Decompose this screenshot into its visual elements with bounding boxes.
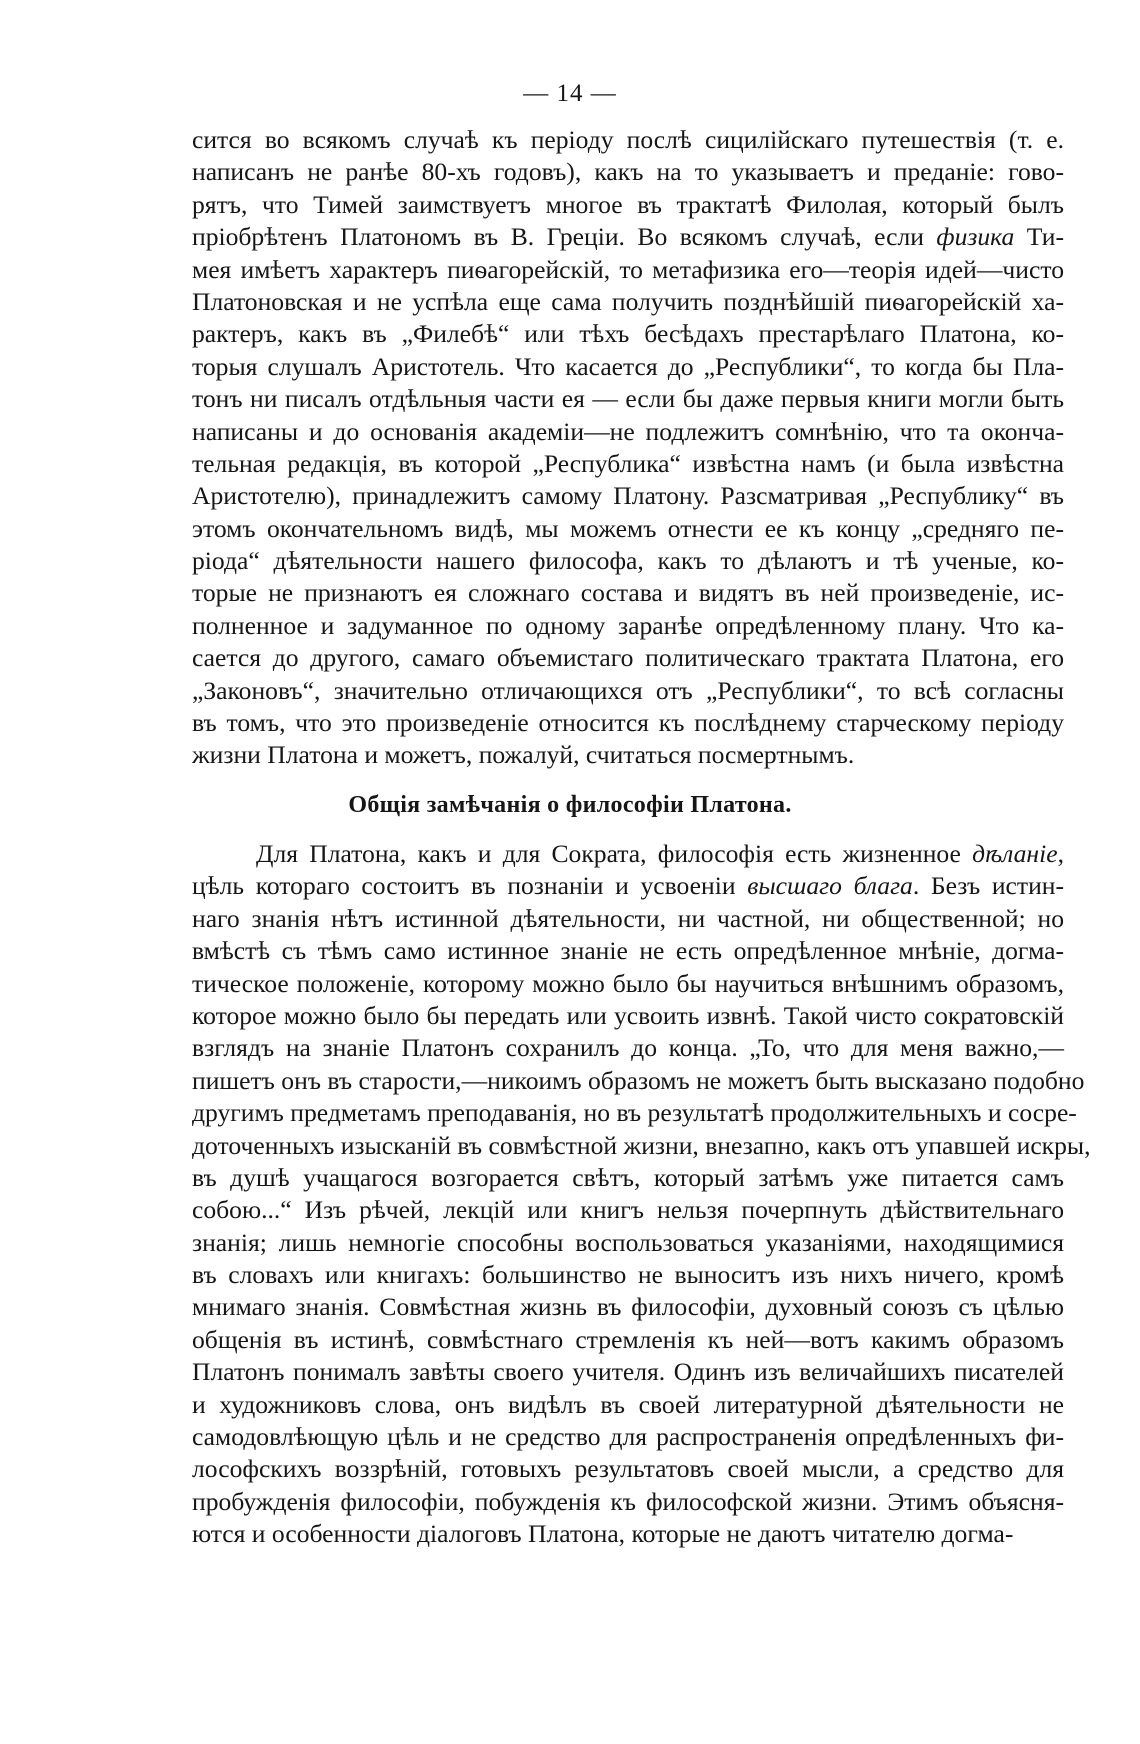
text-line: жизни Платона и можетъ, пожалуй, считаться посмертнымъ. bbox=[192, 740, 855, 770]
text-line: торые не признаютъ ея сложнаго состава и видятъ въ ней произведеніе, ис- bbox=[192, 578, 1064, 608]
text-line: Платоновская и не успѣла еще сама получить позднѣйшій пиѳагорейскій ха- bbox=[192, 286, 1064, 316]
page-number: — 14 — bbox=[523, 80, 617, 107]
text-line: тонъ ни писалъ отдѣльныя части ея — если бы даже первыя книги могли быть bbox=[192, 384, 1064, 414]
text-line: въ душѣ учащагося возгорается свѣтъ, который затѣмъ уже питается самъ bbox=[192, 1162, 1064, 1192]
text-line: ріода“ дѣятельности нашего философа, какъ то дѣлаютъ и тѣ ученые, ко- bbox=[192, 546, 1064, 576]
text-line: и художниковъ слова, онъ видѣлъ въ своей литературной дѣятельности не bbox=[192, 1389, 1064, 1419]
text-line: въ томъ, что это произведеніе относится къ послѣднему старческому періоду bbox=[192, 708, 1064, 738]
text-line: ются и особенности діалоговъ Платона, которые не даютъ читателю догма- bbox=[192, 1519, 1014, 1549]
text-line: доточенныхъ изысканій въ совмѣстной жизни, внезапно, какъ отъ упавшей искры, bbox=[192, 1130, 1091, 1160]
paragraph bbox=[192, 838, 1091, 1551]
text-line: знанія; лишь немногіе способны воспользоваться указаніями, находящимися bbox=[192, 1227, 1064, 1257]
text-line: цѣль котораго состоитъ въ познаніи и усвоеніи высшаго блага. Безъ истин- bbox=[192, 871, 1065, 901]
text-line: лософскихъ воззрѣній, готовыхъ результатовъ своей мысли, а средство для bbox=[192, 1454, 1064, 1484]
text-line: полненное и задуманное по одному заранѣе опредѣленному плану. Что ка- bbox=[192, 610, 1064, 640]
text-line: наго знанія нѣтъ истинной дѣятельности, ни частной, ни общественной; но bbox=[192, 903, 1064, 933]
text-line: рактеръ, какъ въ „Филебѣ“ или тѣхъ бесѣдахъ престарѣлаго Платона, ко- bbox=[192, 319, 1064, 349]
text-line: пріобрѣтенъ Платономъ въ В. Греціи. Во всякомъ случаѣ, если физика Ти- bbox=[192, 222, 1064, 252]
text-line: написанъ не ранѣе 80-хъ годовъ), какъ на то указываетъ и преданіе: гово- bbox=[192, 157, 1064, 187]
text-line: мнимаго знанія. Совмѣстная жизнь въ философіи, духовный союзъ съ цѣлью bbox=[192, 1292, 1064, 1322]
text-line: которое можно было бы передать или усвоить извнѣ. Такой чисто сократовскій bbox=[192, 1000, 1064, 1030]
text-line: взглядъ на знаніе Платонъ сохранилъ до конца. „То, что для меня важно,— bbox=[192, 1033, 1064, 1063]
text-line: вмѣстѣ съ тѣмъ само истинное знаніе не есть опредѣленное мнѣніе, догма- bbox=[192, 936, 1064, 966]
emphasis: высшаго блага bbox=[747, 871, 913, 901]
text-line: пишетъ онъ въ старости,—никоимъ образомъ не можетъ быть высказано подобно bbox=[192, 1065, 1085, 1095]
text-line: Для Платона, какъ и для Сократа, философія есть жизненное дѣланіе, bbox=[256, 839, 1064, 868]
text-line: мея имѣетъ характеръ пиѳагорейскій, то метафизика его—теорія идей—чисто bbox=[192, 254, 1064, 284]
text-line: другимъ предметамъ преподаванія, но въ результатѣ продолжительныхъ и сосре- bbox=[192, 1098, 1077, 1128]
paragraph bbox=[192, 124, 1064, 772]
emphasis: дѣланіе bbox=[972, 839, 1058, 868]
text-line: пробужденія философіи, побужденія къ философской жизни. Этимъ объясня- bbox=[192, 1486, 1064, 1516]
text-line: собою...“ Изъ рѣчей, лекцій или книгъ нельзя почерпнуть дѣйствительнаго bbox=[192, 1195, 1064, 1225]
text-line: въ словахъ или книгахъ: большинство не выноситъ изъ нихъ ничего, кромѣ bbox=[192, 1260, 1064, 1290]
emphasis: физика bbox=[936, 222, 1015, 252]
text-line: сается до другого, самаго объемистаго политическаго трактата Платона, его bbox=[192, 643, 1064, 673]
text-line: сится во всякомъ случаѣ къ періоду послѣ сицилійскаго путешествія (т. е. bbox=[192, 125, 1064, 154]
section-heading: Общія замѣчанія о философіи Платона. bbox=[348, 792, 792, 818]
text-line: тическое положеніе, которому можно было бы научиться внѣшнимъ образомъ, bbox=[192, 968, 1064, 998]
text-line: рятъ, что Тимей заимствуетъ многое въ трактатѣ Филолая, который былъ bbox=[192, 189, 1064, 219]
text-line: Платонъ понималъ завѣты своего учителя. Одинъ изъ величайшихъ писателей bbox=[192, 1357, 1064, 1387]
text-line: „Законовъ“, значительно отличающихся отъ „Республики“, то всѣ согласны bbox=[192, 675, 1064, 705]
text-line: общенія въ истинѣ, совмѣстнаго стремленія къ ней—вотъ какимъ образомъ bbox=[192, 1324, 1064, 1354]
text-line: написаны и до основанія академіи—не подлежитъ сомнѣнію, что та оконча- bbox=[192, 416, 1064, 446]
text-line: этомъ окончательномъ видѣ, мы можемъ отнести ее къ концу „средняго пе- bbox=[192, 513, 1064, 543]
text-line: Аристотелю), принадлежитъ самому Платону. Разсматривая „Республику“ въ bbox=[192, 481, 1064, 511]
text-line: торыя слушалъ Аристотель. Что касается до „Республики“, то когда бы Пла- bbox=[192, 351, 1064, 381]
text-line: тельная редакція, въ которой „Республика“ извѣстна намъ (и была извѣстна bbox=[192, 448, 1064, 478]
text-line: самодовлѣющую цѣль и не средство для распространенія опредѣленныхъ фи- bbox=[192, 1422, 1064, 1452]
